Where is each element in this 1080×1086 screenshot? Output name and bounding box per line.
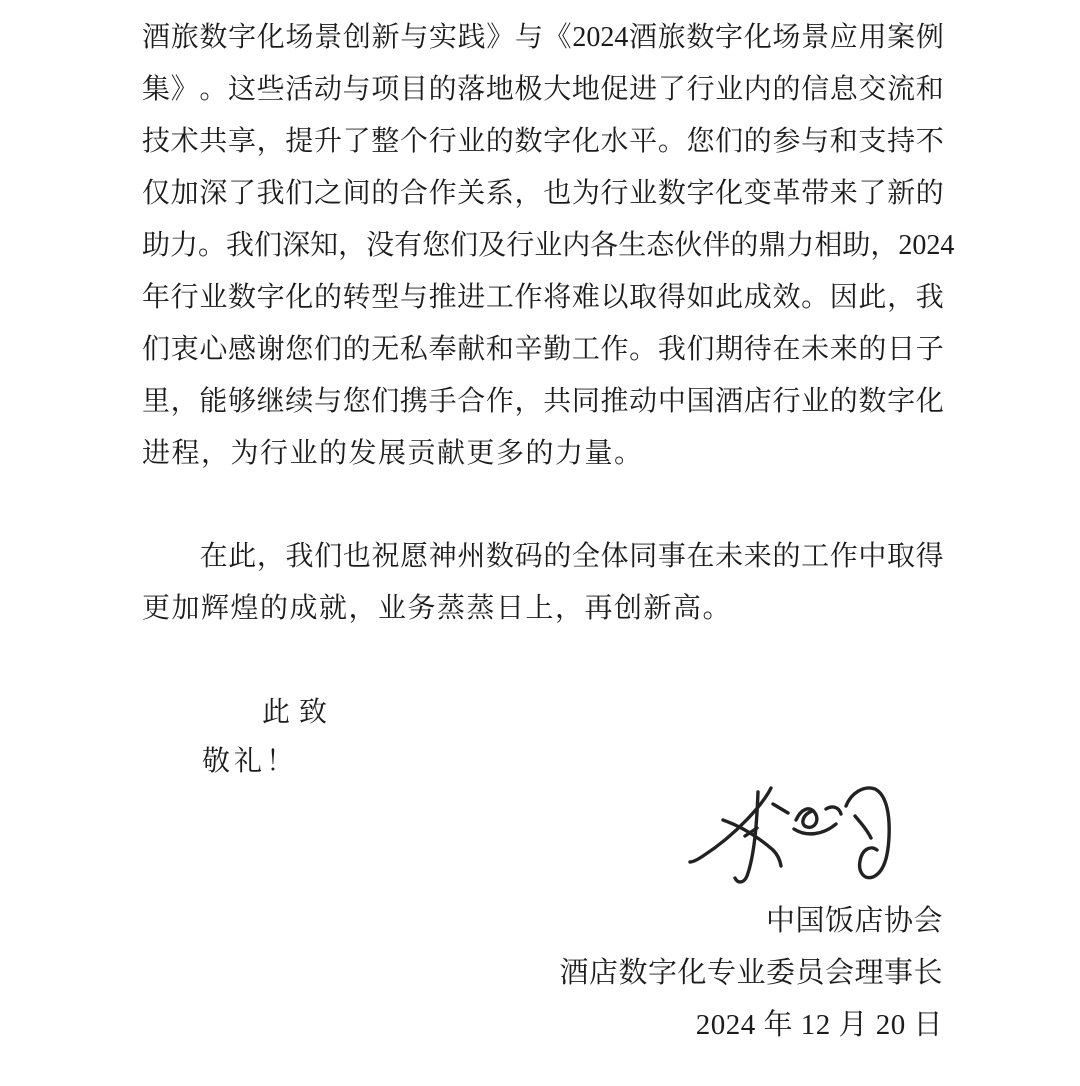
paragraph-2 (142, 531, 944, 635)
org-name: 中国饭店协会 (765, 905, 943, 937)
text-line: 助 力 。 我 们 深 知 ， 没 有 您 们 及 行 业 内 各 生 态 伙 伴 的 鼎 力 相 助 ， 2024 (142, 230, 955, 261)
paragraph-1 (142, 12, 955, 480)
text-line: 更加辉煌的成就，业务蒸蒸日上，再创新高。 (142, 593, 733, 624)
text-line: 年 行 业 数 字 化 的 转 型 与 推 进 工 作 将 难 以 取 得 如 此 成 效 。 因 此 ， 我 (142, 282, 944, 313)
text-line: 仅 加 深 了 我 们 之 间 的 合 作 关 系 ， 也 为 行 业 数 字 化 变 革 带 来 了 新 的 (142, 178, 944, 209)
closing-jingli: 敬礼！ (202, 746, 299, 777)
text-line: 里 ， 能 够 继 续 与 您 们 携 手 合 作 ， 共 同 推 动 中 国 酒 店 行 业 的 数 字 化 (142, 386, 944, 417)
text-line: 集 》 。 这 些 活 动 与 项 目 的 落 地 极 大 地 促 进 了 行 业 内 的 信 息 交 流 和 (142, 74, 944, 105)
closing-cizhi: 此致 (262, 697, 337, 728)
text-line: 酒 旅 数 字 化 场 景 创 新 与 实 践 》 与 《 2024 酒 旅 数 字 化 场 景 应 用 案 例 (142, 22, 944, 53)
signature-block (559, 895, 943, 1051)
text-line: 们 衷 心 感 谢 您 们 的 无 私 奉 献 和 辛 勤 工 作 。 我 们 期 待 在 未 来 的 日 子 (142, 334, 944, 365)
text-line: 技 术 共 享 ， 提 升 了 整 个 行 业 的 数 字 化 水 平 。 您 们 的 参 与 和 支 持 不 (142, 126, 944, 157)
text-line: 在 此 ， 我 们 也 祝 愿 神 州 数 码 的 全 体 同 事 在 未 来 的 工 作 中 取 得 (199, 541, 944, 572)
handwritten-signature (685, 776, 895, 891)
letter-date: 2024 年 12 月 20 日 (695, 1009, 943, 1041)
text-line: 进程，为行业的发展贡献更多的力量。 (142, 438, 644, 469)
signer-title: 酒店数字化专业委员会理事长 (559, 957, 943, 989)
